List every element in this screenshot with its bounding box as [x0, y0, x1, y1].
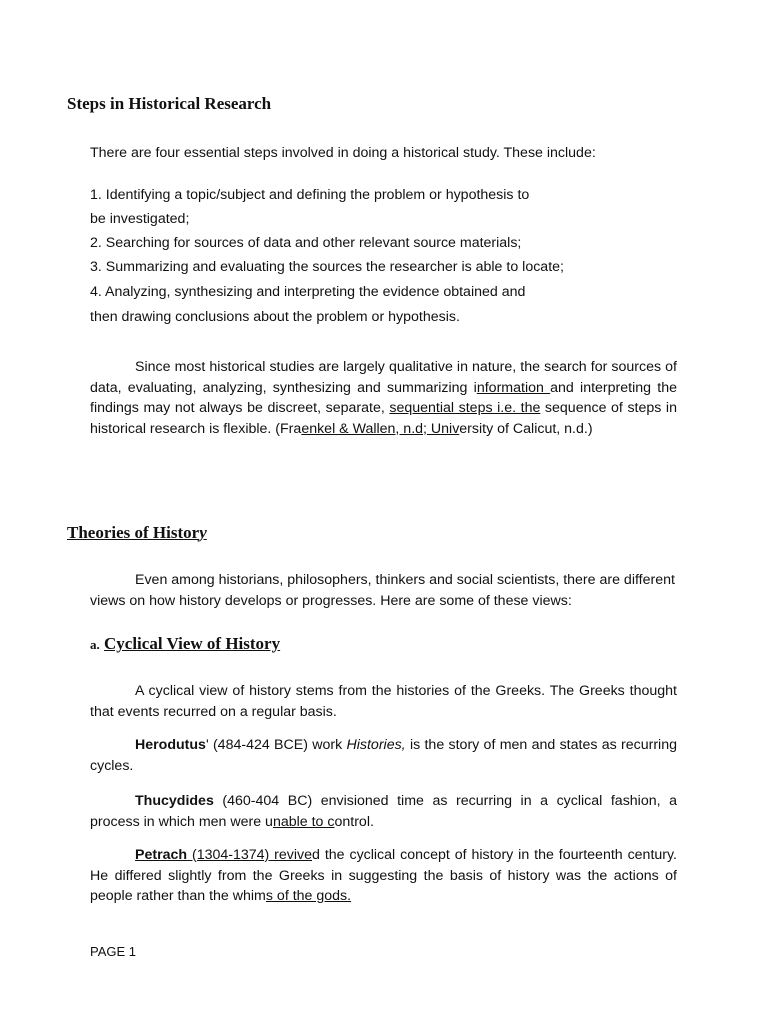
underlined-text: s of the gods. [265, 888, 352, 904]
page-number: PAGE 1 [90, 944, 137, 959]
step-line-3: 2. Searching for sources of data and other relevant source materials; [90, 235, 522, 251]
subsection-label: a. [90, 637, 100, 652]
theories-intro: Even among historians, philosophers, thinkers and social scientists, there are different views on how history develops or progresses. Here are some of these views: [90, 572, 675, 609]
intro-text: There are four essential steps involved in doing a historical study. These include: [90, 145, 596, 161]
step-line-2: be investigated; [90, 211, 190, 227]
underlined-text: (1304-1374) revive [187, 847, 313, 863]
step-line-1: 1. Identifying a topic/subject and defining the problem or hypothesis to [90, 187, 530, 203]
subsection-heading-cyclical: a. Cyclical View of History [90, 634, 281, 653]
petrach-paragraph: Petrach (1304-1374) revived the cyclical concept of history in the fourteenth century. He differed slightly from the Greeks in suggesting the basis of history was the actions of people rather than the whims of the gods. [90, 847, 677, 904]
step-line-6: then drawing conclusions about the problem or hypothesis. [90, 309, 460, 325]
thucydides-paragraph: Thucydides (460-404 BC) envisioned time as recurring in a cyclical fashion, a process in which men were unable to control. [90, 793, 677, 830]
underlined-text: enkel & Wallen, n.d; Univ [301, 420, 460, 437]
flexibility-paragraph: Since most historical studies are largely qualitative in nature, the search for sources of data, evaluating, analyzing, synthesizing and summarizing information and interpreting the findings may not always be discreet, separate, sequential steps i.e. the sequence of steps in historical research is flexible. (Fraenkel & Wallen, n.d; University of Calicut, n.d.) [90, 359, 677, 437]
person-name: Thucydides [135, 793, 214, 809]
person-name: Herodutus [135, 737, 206, 753]
step-line-4: 3. Summarizing and evaluating the sources the researcher is able to locate; [90, 259, 564, 275]
step-line-5: 4. Analyzing, synthesizing and interpreting the evidence obtained and [90, 284, 526, 300]
underlined-text: sequential steps i.e. the [389, 400, 541, 416]
underlined-text: nable to c [272, 813, 335, 830]
cyclical-intro: A cyclical view of history stems from the histories of the Greeks. The Greeks thought that events recurred on a regular basis. [90, 683, 677, 720]
section-heading-theories: Theories of History [67, 523, 207, 542]
underlined-text: nformation [476, 379, 551, 396]
person-name: Petrach [135, 847, 188, 863]
herodotus-paragraph: Herodutus' (484-424 BCE) work Histories, is the story of men and states as recurring cycles. [90, 737, 677, 774]
page-title: Steps in Historical Research [67, 94, 272, 113]
work-title: Histories, [346, 737, 406, 753]
